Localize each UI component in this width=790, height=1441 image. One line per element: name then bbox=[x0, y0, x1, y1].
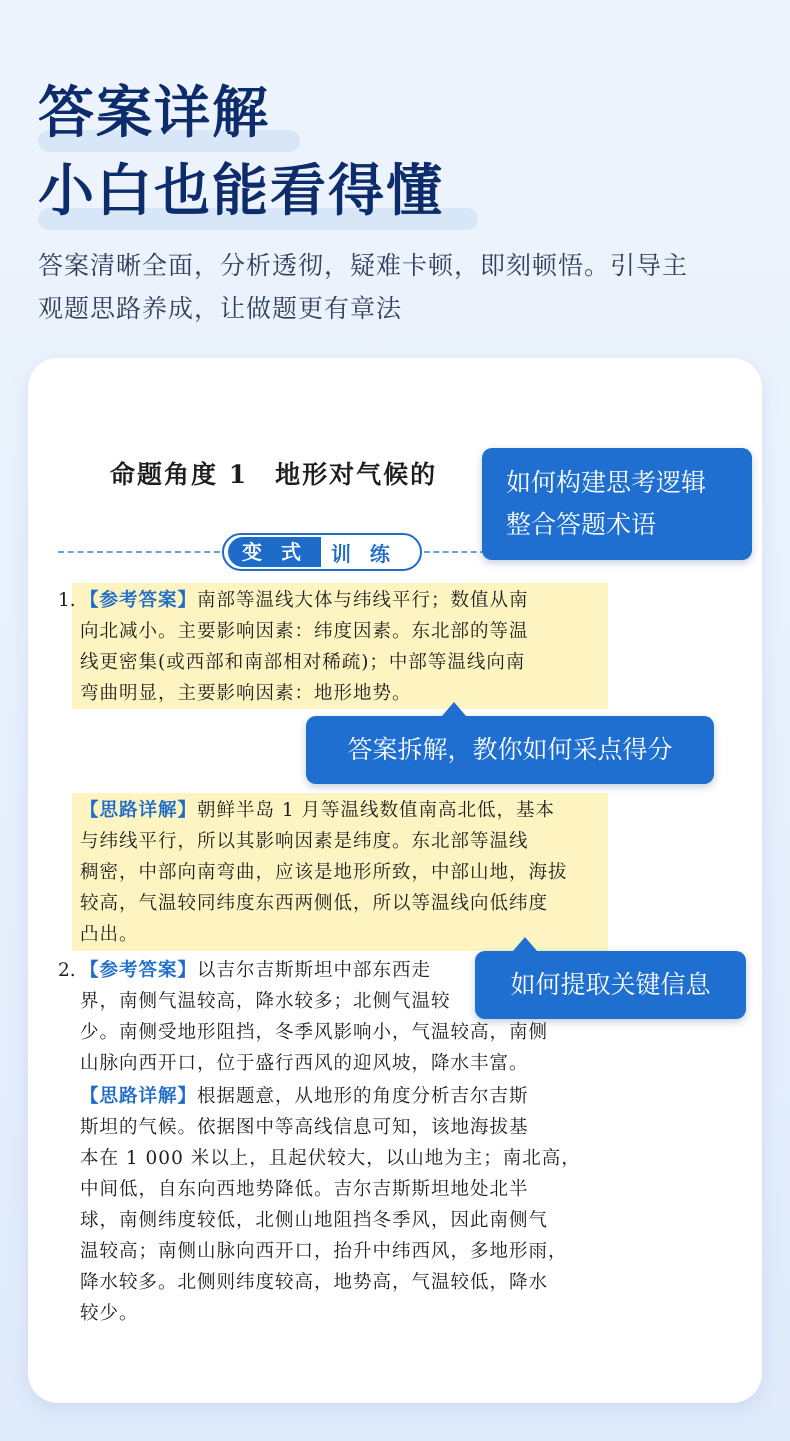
dashed-divider-left bbox=[58, 551, 220, 553]
title-text-1: 答案详解 bbox=[38, 81, 270, 146]
q2-answer-line: 【参考答案】以吉尔吉斯斯坦中部东西走 bbox=[80, 960, 432, 981]
q1-answer-line: 弯曲明显，主要影响因素：地形地势。 bbox=[80, 683, 412, 704]
callout-logic-line-2: 整合答题术语 bbox=[506, 510, 657, 539]
callout-logic bbox=[482, 448, 752, 560]
subtitle bbox=[38, 244, 754, 330]
section-label-b: 训 练 bbox=[330, 541, 396, 566]
dashed-divider-right bbox=[424, 551, 486, 553]
q1-answer-line: 线更密集(或西部和南部相对稀疏)；中部等温线向南 bbox=[80, 652, 526, 673]
title-text-2: 小白也能看得懂 bbox=[38, 159, 444, 224]
callout-breakdown-text: 答案拆解，教你如何采点得分 bbox=[347, 735, 673, 764]
answer-tag: 【参考答案】 bbox=[80, 960, 198, 981]
section-label-a: 变 式 bbox=[228, 537, 321, 567]
subtitle-line-2: 观题思路养成，让做题更有章法 bbox=[38, 294, 403, 323]
q2-answer-line: 界，南侧气温较高，降水较多；北侧气温较 bbox=[80, 991, 451, 1012]
q2-answer-line: 山脉向西开口，位于盛行西风的迎风坡，降水丰富。 bbox=[80, 1053, 529, 1074]
q1-analysis-line: 【思路详解】朝鲜半岛 1 月等温线数值南高北低，基本 bbox=[80, 800, 556, 821]
q2-analysis-line: 降水较多。北侧则纬度较高，地势高，气温较低，降水 bbox=[80, 1272, 549, 1293]
q2-analysis-line: 球，南侧纬度较低，北侧山地阻挡冬季风，因此南侧气 bbox=[80, 1210, 549, 1231]
q2-analysis-line: 斯坦的气候。依据图中等高线信息可知，该地海拔基 bbox=[80, 1117, 529, 1138]
analysis-tag: 【思路详解】 bbox=[80, 800, 198, 821]
callout-arrow bbox=[513, 937, 537, 951]
q2-analysis-line: 本在 1 000 米以上，且起伏较大，以山地为主；南北高， bbox=[80, 1148, 581, 1169]
title-line-2 bbox=[38, 156, 444, 228]
q1-answer bbox=[80, 585, 610, 709]
title-line-1 bbox=[38, 78, 270, 150]
callout-extract-text: 如何提取关键信息 bbox=[510, 970, 711, 999]
q2-analysis-line: 【思路详解】根据题意，从地形的角度分析吉尔吉斯 bbox=[80, 1086, 529, 1107]
q1-analysis-line: 较高，气温较同纬度东西两侧低，所以等温线向低纬度 bbox=[80, 893, 549, 914]
q2-analysis-line: 温较高；南侧山脉向西开口，抬升中纬西风，多地形雨， bbox=[80, 1241, 568, 1262]
q1-answer-line: 【参考答案】南部等温线大体与纬线平行；数值从南 bbox=[80, 590, 529, 611]
q2-number: 2. bbox=[58, 960, 76, 981]
q1-analysis-line: 凸出。 bbox=[80, 924, 139, 945]
q2-answer-line: 少。南侧受地形阻挡，冬季风影响小，气温较高，南侧 bbox=[80, 1022, 549, 1043]
subtitle-line-1: 答案清晰全面，分析透彻，疑难卡顿，即刻顿悟。引导主 bbox=[38, 251, 689, 280]
callout-arrow bbox=[442, 702, 466, 716]
q1-analysis-line: 稠密，中部向南弯曲，应该是地形所致，中部山地，海拔 bbox=[80, 862, 568, 883]
q1-analysis-line: 与纬线平行，所以其影响因素是纬度。东北部等温线 bbox=[80, 831, 529, 852]
callout-logic-line-1: 如何构建思考逻辑 bbox=[506, 468, 707, 497]
q2-analysis-line: 中间低，自东向西地势降低。吉尔吉斯斯坦地处北半 bbox=[80, 1179, 529, 1200]
q2-analysis-line: 较少。 bbox=[80, 1303, 139, 1324]
callout-breakdown bbox=[306, 716, 714, 784]
q1-number: 1. bbox=[58, 590, 76, 611]
section-label bbox=[222, 533, 422, 571]
analysis-tag: 【思路详解】 bbox=[80, 1086, 198, 1107]
document-heading: 命题角度 1 地形对气候的 bbox=[110, 460, 438, 489]
q2-analysis bbox=[80, 1081, 610, 1329]
q1-answer-line: 向北减小。主要影响因素：纬度因素。东北部的等温 bbox=[80, 621, 529, 642]
answer-tag: 【参考答案】 bbox=[80, 590, 198, 611]
q1-analysis bbox=[80, 795, 610, 950]
callout-extract bbox=[475, 951, 746, 1019]
